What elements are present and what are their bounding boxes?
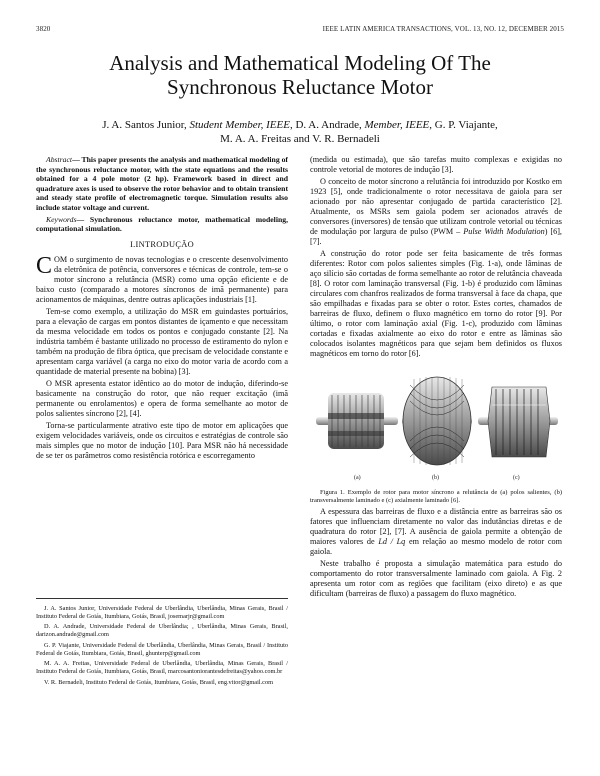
body-paragraph-end: ) [6], [7]. [310, 227, 562, 246]
abstract [36, 155, 288, 213]
section-heading: I.INTRODUÇÃO [130, 239, 194, 249]
keywords-label: Keywords [46, 214, 77, 224]
keywords-text: — Synchronous reluctance motor, mathematical modeling, computational simulation. [36, 214, 288, 234]
author-footnotes [36, 598, 288, 689]
intro-paragraph-1 [36, 252, 288, 305]
figure-caption: Figura 1. Exemplo de rotor para motor síncrono a relutância de (a) polos salientes, (b) transversalmente laminado e (c) axialmente laminado [6]. [310, 489, 562, 504]
right-column [310, 155, 562, 601]
title-line-2: Synchronous Reluctance Motor [167, 75, 433, 99]
author-names-1: J. A. Santos Junior, [102, 119, 190, 131]
intro-paragraph-2: Tem-se como exemplo, a utilização do MSR em guindastes portuários, para a elevação de cargas em pontos distantes de içamento e que necessitam da mesma velocidade em todos os pontos e conjugado constante [2]. Na indústria também é bastante utilizado no processo de estiramento do nylon e também na produção de fibra óptica, que precisam de velocidade constante e apresentam carga variável (a carga no eixo do motor varia de acordo com a quantidade de material presente na bobina) [3]. [36, 306, 288, 376]
keywords [36, 215, 288, 234]
figure-1-rotors [310, 365, 562, 485]
footnote: G. P. Viajante, Universidade Federal de Uberlândia, Uberlândia, Minas Gerais, Brasil / Instituto Federal de Goiás, Itumbiara, Goiás, Brasil, ghunterp@gmail.com [36, 641, 288, 657]
intro-paragraph-4: Torna-se particularmente atrativo este tipo de motor em aplicações que exigem velocidades variáveis, onde os circuitos e estratégias de controle são mais simples que no motor de indução [10]. Para MSR não há necessidade de se ter os parâmetros como resistência rotórica e escorregamento [36, 420, 288, 460]
body-paragraph [310, 507, 562, 557]
paper-title [40, 51, 560, 99]
footnote: D. A. Andrade, Universidade Federal de Uberlândia; , Uberlândia, Minas Gerais, Brasil, darizon.andrade@gmail.com [36, 623, 288, 639]
body-paragraph-text: O conceito de motor síncrono a relutância foi introduzido por Kostko em 1923 [5], onde tradicionalmente o rotor necessitava de gaiola para ser acionado por não apresentar conjugado de partida característico [2]. Atualmente, os MSRs sem gaiola podem ser acionados através de conversores (inversores) de tensão que utilizam controle vetorial ou técnicas de modulação por largura de pulso (PWM – [310, 177, 562, 236]
abstract-label: Abstract [46, 155, 73, 164]
body-paragraph: A construção do rotor pode ser feita basicamente de três formas diferentes: Rotor com polos salientes simples (Fig. 1-a), onde lâminas de aço silício são cortadas de forma semelhante ao rotor de relutância chaveada [8]. O rotor com laminação transversal (Fig. 1-b) é produzido com lâminas circulares com chanfros realizados de forma transversal à face da chapa, que são empilhadas e fixadas para se obter o rotor. Estes cortes, chamados de barreiras de fluxo, definem o fluxo magnético em torno do rotor [9]. Por último, o rotor com laminação axial (Fig. 1-c), produzido com lâminas cortadas e fixadas axialmente ao eixo do rotor e entre as lâminas são colocados isolantes magnéticos para que sejam bem definidos os fluxos magnéticos em torno do rotor [6]. [310, 249, 562, 358]
fig-label-c: (c) [513, 475, 520, 481]
author-names-2: , D. A. Andrade, [289, 119, 365, 131]
body-paragraph-text: A espessura das barreiras de fluxo e a distância entre as barreiras são os fatores que influenciam diretamente no valor das indutâncias diretas e de quadratura do rotor [2], [7]. A ausência de gaiola permite a obtenção de maiores valores de [310, 507, 562, 546]
page-number: 3820 [36, 25, 51, 33]
rotor-illustration [310, 365, 562, 485]
footnote: M. A. A. Freitas, Universidade Federal de Uberlândia, Uberlândia, Minas Gerais, Brasil / Instituto Federal de Goiás, Itumbiara, Goiás, Brasil, marcosantoniorantesdefreitas@yahoo.com.br [36, 660, 288, 675]
author-role-2: Member, IEEE [364, 119, 430, 131]
left-column [36, 155, 288, 463]
intro-paragraph-3: O MSR apresenta estator idêntico ao do motor de indução, diferindo-se basicamente na construção do rotor, que não requer excitação (imã permanente ou enrolamentos) e opera de forma semelhante ao motor de polos salientes síncrono [2], [4]. [36, 378, 288, 418]
body-paragraph: (medida ou estimada), que são tarefas muito complexas e exigidas no controle vetorial de motores de indução [3]. [310, 155, 562, 174]
rotor-a-image [316, 393, 398, 449]
pwm-term: Pulse Width Modulation [463, 227, 545, 236]
intro-paragraph-1-text: OM o surgimento de novas tecnologias e o crescente desenvolvimento da eletrônica de potência, conversores e técnicas de controle, tem-se o motor síncrono a relutância (MSR) como uma opção eficiente e de baixo custo (comparado a motores síncronos de imã permanente) para acionamentos de máquinas, dentre outras aplicações industriais [1]. [36, 254, 288, 304]
fig-label-a: (a) [354, 475, 361, 481]
abstract-text: — This paper presents the analysis and mathematical modeling of the synchronous reluctance motor, with the state equations and the results obtained for a 4 pole motor (2 hp). Framework based in direct and quadrature axes is used to observe the rotor behavior and to obtain transient and steady state profile of electromagnetic torque. Simulation results also include stator voltage and current. [36, 155, 288, 212]
author-names-3: , G. P. Viajante, [429, 119, 498, 131]
title-line-1: Analysis and Mathematical Modeling Of The [109, 51, 491, 75]
inductance-ratio: Ld / Lq [378, 537, 406, 546]
author-role-1: Student Member, IEEE [189, 119, 290, 131]
body-paragraph: Neste trabalho é proposta a simulação matemática para estudo do comportamento do rotor transversalmente laminado com gaiola. A Fig. 2 apresenta um rotor com as regiões que facilitam (eixo direto) e as que dificultam (barreiras de fluxo) a passagem do fluxo magnético. [310, 559, 562, 598]
body-paragraph [310, 177, 562, 247]
footnote: J. A. Santos Junior, Universidade Federal de Uberlândia, Uberlândia, Minas Gerais, Brasil / Instituto Federal de Goiás, Itumbiara, Goiás, Brasil, josemarjr@gmail.com [36, 605, 288, 620]
author-list [40, 118, 560, 146]
rotor-b-image [402, 377, 472, 465]
fig-label-b: (b) [432, 475, 439, 481]
body-paragraph-end: em relação ao mesmo modelo de rotor com gaiola. [310, 537, 562, 556]
rotor-c-image [478, 387, 558, 457]
footnote: V. R. Bernadeli, Instituto Federal de Goiás, Itumbiara, Goiás, Brasil, eng.vitor@gmail.com [44, 678, 274, 686]
author-line-1 [40, 118, 560, 132]
author-line-2: M. A. A. Freitas and V. R. Bernadeli [220, 133, 380, 145]
journal-header: IEEE LATIN AMERICA TRANSACTIONS, VOL. 13, NO. 12, DECEMBER 2015 [322, 25, 564, 33]
drop-cap: C [36, 252, 53, 279]
